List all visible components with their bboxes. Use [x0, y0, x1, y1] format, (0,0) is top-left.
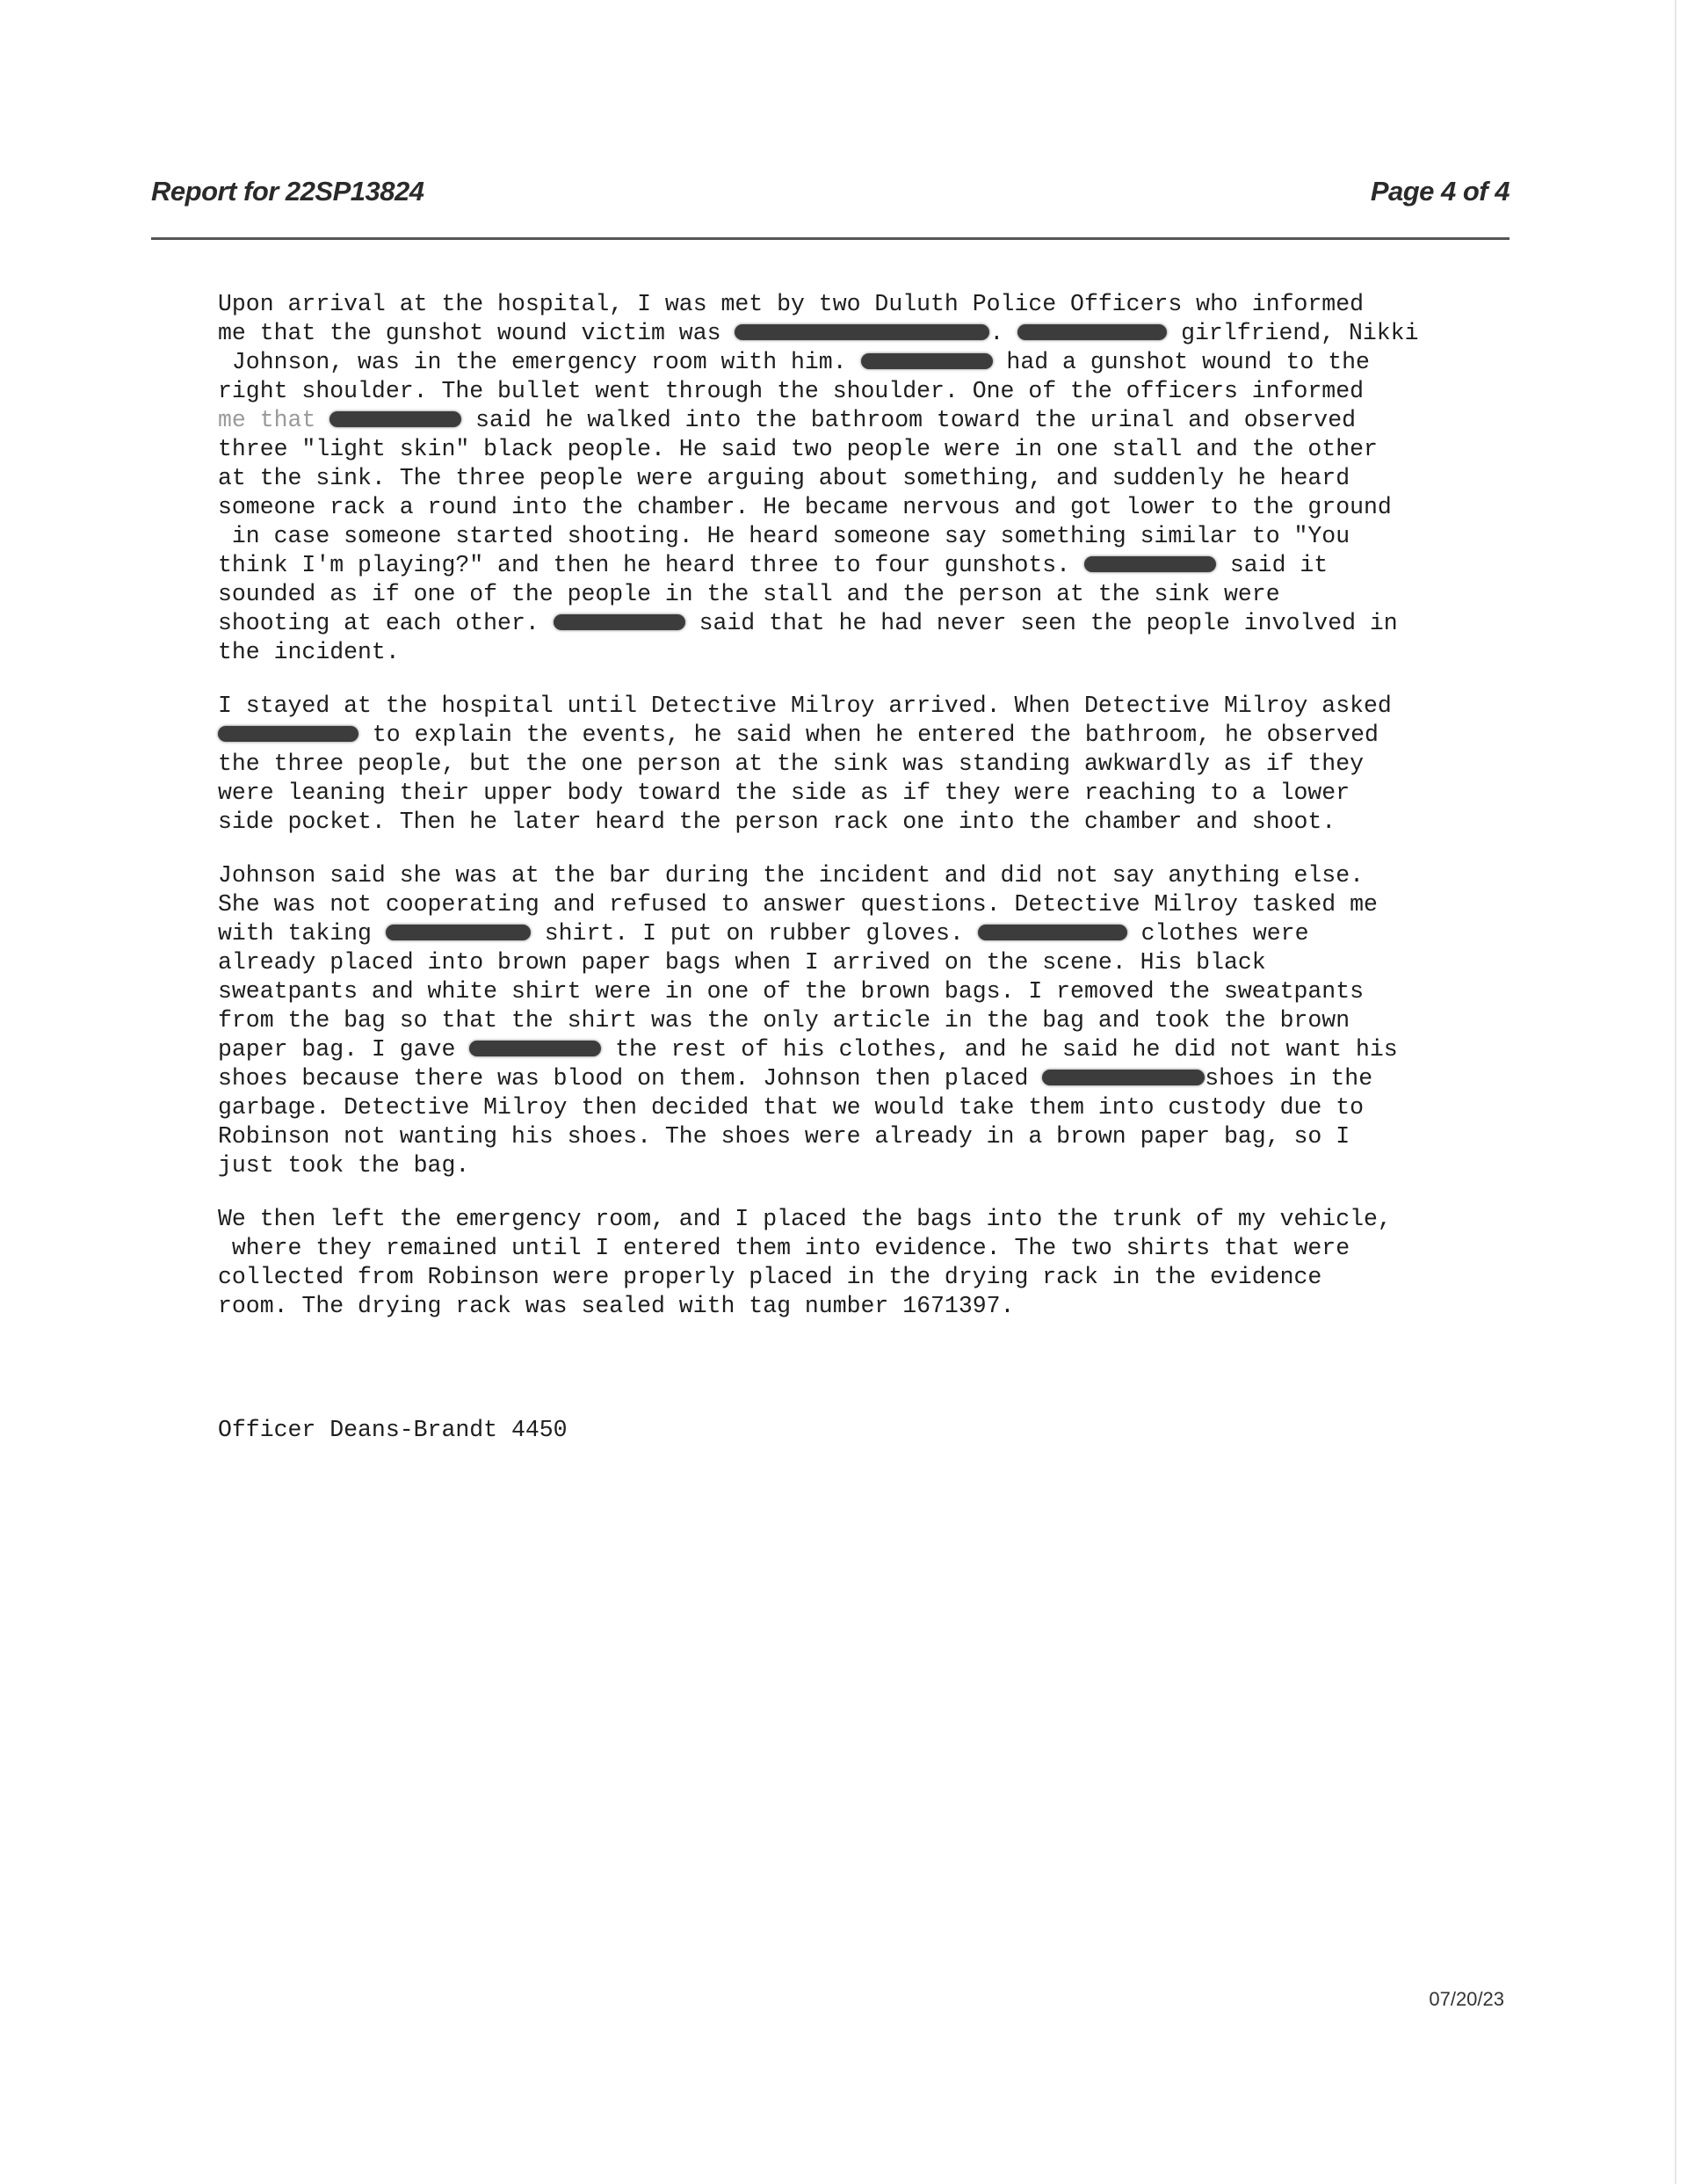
- text-line: [218, 493, 1466, 522]
- text-run: She was not cooperating and refused to answer questions. Detective Milroy tasked me: [218, 891, 1378, 918]
- text-run: Johnson said she was at the bar during the incident and did not say anything else.: [218, 862, 1365, 889]
- text-run: We then left the emergency room, and I placed the bags into the trunk of my vehicle,: [218, 1206, 1392, 1232]
- text-line: [218, 890, 1466, 919]
- header-divider: [151, 237, 1510, 240]
- text-line: [218, 290, 1466, 319]
- text-run: sweatpants and white shirt were in one of the brown bags. I removed the sweatpants: [218, 978, 1365, 1005]
- text-line: [218, 1205, 1466, 1234]
- text-run: me that: [218, 407, 316, 433]
- text-run: with taking: [218, 920, 386, 947]
- footer-date: 07/20/23: [1429, 1988, 1504, 2010]
- redaction-mark: [218, 726, 358, 742]
- redaction-mark: [1042, 1070, 1205, 1085]
- text-line: [218, 551, 1466, 580]
- text-run: garbage. Detective Milroy then decided that we would take them into custody due to: [218, 1094, 1365, 1121]
- paragraph-gap: [218, 837, 1466, 861]
- report-title: Report for 22SP13824: [151, 176, 424, 207]
- text-line: [218, 406, 1466, 435]
- paragraph: [218, 861, 1466, 1180]
- text-run: to explain the events, he said when he entered the bathroom, he observed: [358, 722, 1379, 748]
- text-line: [218, 377, 1466, 406]
- text-run: said it: [1215, 552, 1329, 578]
- text-run: room. The drying rack was sealed with tag number 1671397.: [218, 1293, 1015, 1319]
- text-line: [218, 580, 1466, 609]
- text-line: [218, 1234, 1466, 1263]
- text-line: [218, 319, 1466, 348]
- text-run: the incident.: [218, 639, 400, 665]
- text-line: [218, 1006, 1466, 1035]
- text-line: [218, 1064, 1466, 1093]
- text-run: the three people, but the one person at the sink was standing awkwardly as if they: [218, 751, 1365, 777]
- text-run: had a gunshot wound to the: [992, 349, 1370, 375]
- text-run: paper bag. I gave: [218, 1036, 470, 1063]
- text-line: [218, 1122, 1466, 1151]
- text-run: girlfriend, Nikki: [1167, 320, 1419, 346]
- text-line: [218, 1151, 1466, 1180]
- paragraph-gap: [218, 1180, 1466, 1205]
- text-run: Upon arrival at the hospital, I was met by two Duluth Police Officers who informed: [218, 291, 1365, 317]
- text-run: shoes because there was blood on them. Johnson then placed: [218, 1065, 1043, 1092]
- text-line: [218, 861, 1466, 890]
- text-run: shirt. I put on rubber gloves.: [530, 920, 978, 947]
- text-run: just took the bag.: [218, 1152, 470, 1179]
- text-line: [218, 609, 1466, 638]
- text-run: me that the gunshot wound victim was: [218, 320, 735, 346]
- text-run: shoes in the: [1205, 1065, 1373, 1092]
- text-run: at the sink. The three people were arguing about something, and suddenly he heard: [218, 465, 1350, 491]
- redaction-mark: [735, 324, 989, 340]
- text-run: where they remained until I entered them into evidence. The two shirts that were: [218, 1235, 1350, 1261]
- text-run: think I'm playing?" and then he heard three to four gunshots.: [218, 552, 1084, 578]
- text-line: [218, 522, 1466, 551]
- text-run: shooting at each other.: [218, 610, 554, 636]
- text-line: [218, 464, 1466, 493]
- redaction-mark: [978, 925, 1127, 940]
- text-run: in case someone started shooting. He heard someone say something similar to "You: [218, 523, 1350, 549]
- text-run: [315, 407, 329, 433]
- text-line: [218, 692, 1466, 721]
- text-run: from the bag so that the shirt was the only article in the bag and took the brown: [218, 1007, 1350, 1034]
- text-run: said that he had never seen the people involved in: [684, 610, 1398, 636]
- redaction-mark: [386, 925, 531, 940]
- page-number: Page 4 of 4: [1370, 176, 1510, 207]
- text-run: said he walked into the bathroom toward the urinal and observed: [461, 407, 1356, 433]
- text-line: [218, 638, 1466, 667]
- text-run: side pocket. Then he later heard the person rack one into the chamber and shoot.: [218, 809, 1336, 835]
- redaction-mark: [554, 614, 685, 630]
- text-line: [218, 721, 1466, 750]
- text-line: [218, 1292, 1466, 1321]
- redaction-mark: [1017, 324, 1167, 340]
- text-run: .: [989, 320, 1018, 346]
- text-line: [218, 977, 1466, 1006]
- paragraph: [218, 1205, 1466, 1321]
- text-run: Robinson not wanting his shoes. The shoes were already in a brown paper bag, so I: [218, 1123, 1350, 1150]
- paragraph-gap: [218, 667, 1466, 692]
- text-run: Johnson, was in the emergency room with him.: [218, 349, 861, 375]
- text-line: [218, 435, 1466, 464]
- text-line: [218, 1093, 1466, 1122]
- text-run: the rest of his clothes, and he said he did not want his: [601, 1036, 1398, 1063]
- text-line: [218, 348, 1466, 377]
- paragraph: [218, 290, 1466, 667]
- redaction-mark: [469, 1041, 601, 1056]
- text-run: right shoulder. The bullet went through the shoulder. One of the officers informed: [218, 378, 1365, 404]
- text-run: clothes were: [1126, 920, 1309, 947]
- text-run: someone rack a round into the chamber. He became nervous and got lower to the ground: [218, 494, 1392, 520]
- text-line: [218, 948, 1466, 977]
- text-line: [218, 808, 1466, 837]
- text-line: [218, 1263, 1466, 1292]
- text-run: collected from Robinson were properly placed in the drying rack in the evidence: [218, 1264, 1322, 1290]
- text-line: [218, 750, 1466, 779]
- text-run: sounded as if one of the people in the stall and the person at the sink were: [218, 581, 1280, 607]
- redaction-mark: [1084, 556, 1216, 572]
- text-line: [218, 779, 1466, 808]
- scan-edge-line: [1675, 0, 1676, 2184]
- text-run: three "light skin" black people. He said two people were in one stall and the other: [218, 436, 1378, 462]
- redaction-mark: [329, 411, 461, 427]
- text-run: were leaning their upper body toward the side as if they were reaching to a lower: [218, 780, 1350, 806]
- text-line: [218, 919, 1466, 948]
- paragraph: [218, 692, 1466, 837]
- redaction-mark: [861, 353, 993, 369]
- text-run: already placed into brown paper bags when I arrived on the scene. His black: [218, 949, 1266, 976]
- text-run: I stayed at the hospital until Detective Milroy arrived. When Detective Milroy asked: [218, 693, 1392, 719]
- officer-signature-line: Officer Deans-Brandt 4450: [218, 1417, 568, 1443]
- report-narrative: [218, 290, 1466, 1321]
- text-line: [218, 1035, 1466, 1064]
